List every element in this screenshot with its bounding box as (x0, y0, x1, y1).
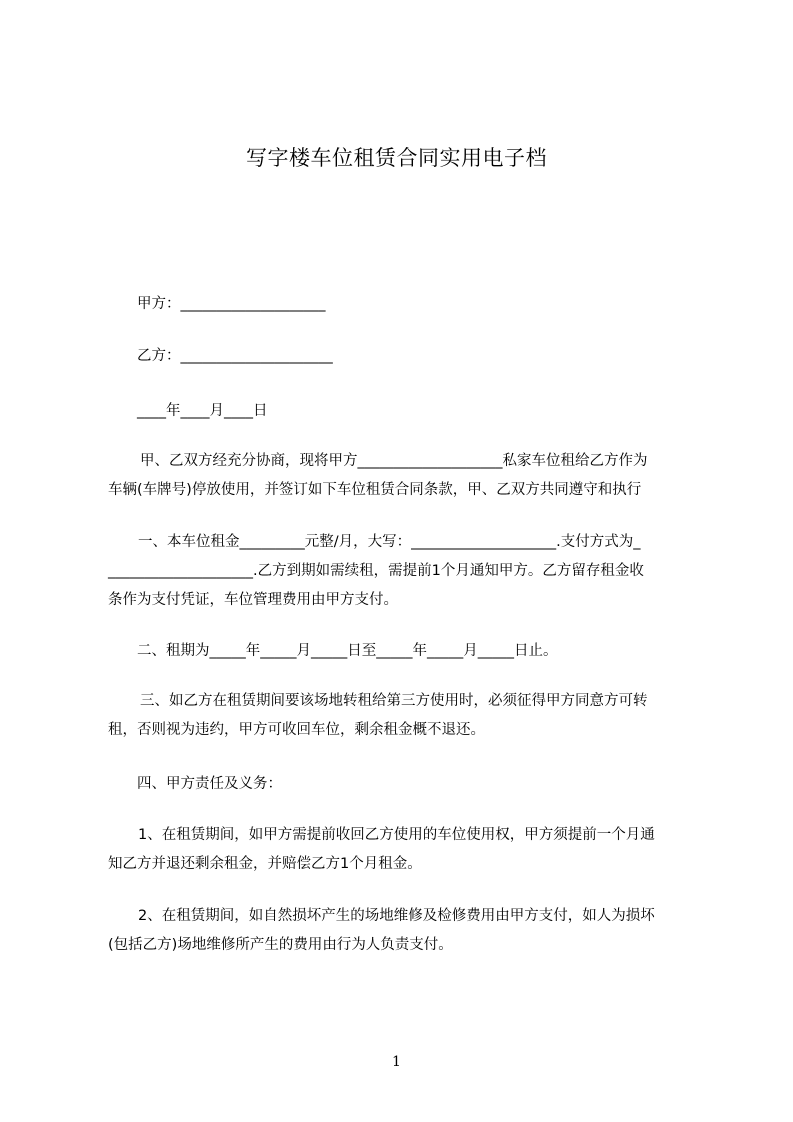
date-line: ____年____月____日 (137, 403, 268, 419)
clause-4-item-2 (108, 902, 708, 960)
clause-1 (108, 528, 708, 615)
clause-4-item-2-line-1: 2、在租赁期间，如自然损坏产生的场地维修及检修费用由甲方支付，如人为损坏 (138, 908, 655, 924)
clause-4-item-2-line-2: (包括乙方)场地维修所产生的费用由行为人负责支付。 (108, 937, 453, 953)
clause-2: 二、租期为_____年_____月_____日至_____年_____月_____日止。 (137, 643, 558, 659)
party-b-line: 乙方：_____________________ (137, 348, 333, 364)
clause-4-heading: 四、甲方责任及义务： (137, 776, 282, 792)
intro-paragraph (108, 447, 708, 505)
clause-3 (108, 687, 708, 745)
clause-1-line-2: ____________________.乙方到期如需续租，需提前1个月通知甲方。乙方留存租金收 (108, 563, 644, 579)
intro-line-2: 车辆(车牌号)停放使用，并签订如下车位租赁合同条款，甲、乙双方共同遵守和执行 (108, 482, 642, 498)
document-title: 写字楼车位租赁合同实用电子档 (246, 146, 547, 170)
clause-3-line-1: 三、如乙方在租赁期间要该场地转租给第三方使用时，必须征得甲方同意方可转 (140, 693, 648, 709)
page-number: 1 (392, 1054, 401, 1070)
clause-4-item-1-line-1: 1、在租赁期间，如甲方需提前收回乙方使用的车位使用权，甲方须提前一个月通 (138, 827, 655, 843)
clause-1-line-1: 一、本车位租金_________元整/月，大写：____________________.支付方式为_ (138, 534, 641, 550)
intro-line-1: 甲、乙双方经充分协商，现将甲方____________________私家车位租给乙方作为 (140, 453, 648, 469)
clause-4-item-1 (108, 821, 708, 879)
clause-3-line-2: 租，否则视为违约，甲方可收回车位，剩余租金概不退还。 (108, 722, 485, 738)
clause-1-line-3: 条作为支付凭证，车位管理费用由甲方支付。 (108, 592, 398, 608)
clause-4-item-1-line-2: 知乙方并退还剩余租金，并赔偿乙方1个月租金。 (108, 856, 422, 872)
party-a-line: 甲方：____________________ (137, 296, 326, 312)
